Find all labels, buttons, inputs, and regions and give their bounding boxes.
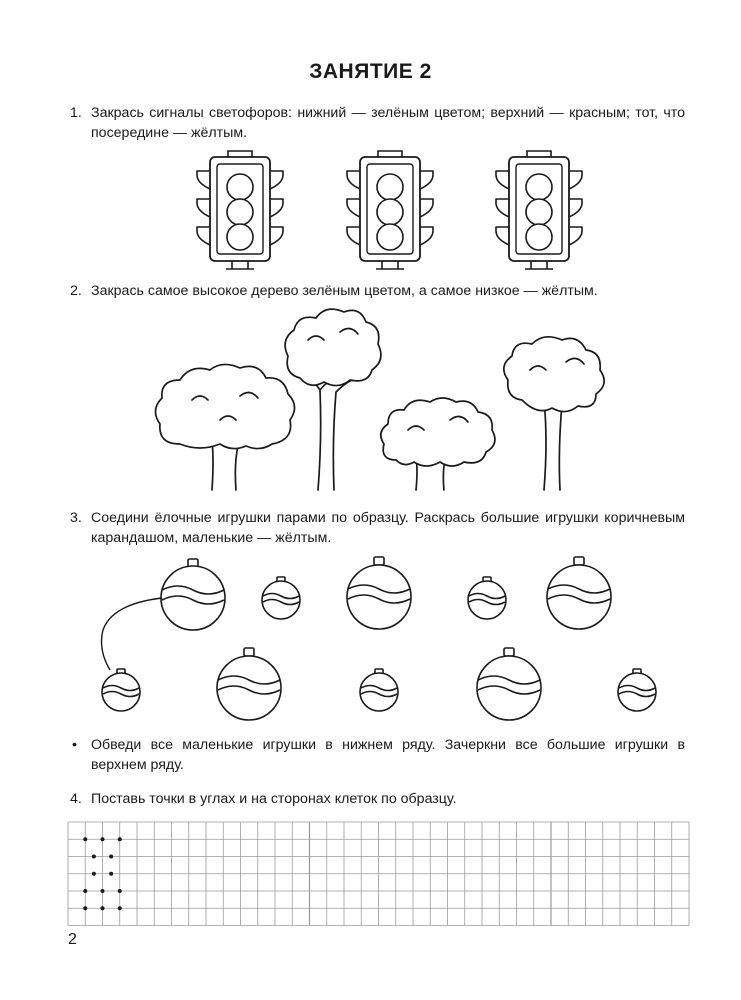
- sample-dot: [92, 855, 96, 859]
- traffic-light: [197, 151, 283, 269]
- sample-connection-line: [102, 598, 162, 670]
- task-number: 2.: [70, 283, 82, 299]
- task-number: 3.: [70, 510, 82, 526]
- traffic-light: [347, 151, 433, 269]
- ornament-large: [161, 559, 225, 630]
- ornament-small: [468, 577, 506, 619]
- ornament-large: [217, 648, 281, 720]
- task-text: Соедини ёлочные игрушки парами по образцу. Раскрась большие игрушки коричневым карандашом, маленькие — жёлтым.: [91, 510, 685, 546]
- ornament-small: [262, 577, 300, 619]
- sample-dot: [109, 872, 113, 876]
- task-text: Закрась сигналы светофоров: нижний — зелёным цветом; верхний — красным; тот, что посередине — жёлтым.: [91, 105, 685, 141]
- tree: [285, 309, 381, 490]
- tree: [155, 364, 294, 490]
- page-number: 2: [68, 931, 77, 948]
- sample-dot: [101, 889, 105, 893]
- sample-dot: [101, 837, 105, 841]
- sample-dot: [83, 889, 87, 893]
- task-number: 4.: [70, 791, 82, 807]
- sample-dot: [118, 837, 122, 841]
- sample-dot: [101, 906, 105, 910]
- sample-dot: [83, 837, 87, 841]
- sample-dot: [92, 872, 96, 876]
- tree: [381, 398, 495, 490]
- task-text: Закрась самое высокое дерево зелёным цветом, а самое низкое — жёлтым.: [91, 283, 598, 299]
- task-number: 1.: [70, 105, 82, 121]
- ornament-large: [477, 648, 541, 720]
- traffic-light: [496, 151, 582, 269]
- ornament-large: [547, 557, 611, 629]
- task-text: Поставь точки в углах и на сторонах клеток по образцу.: [91, 791, 457, 807]
- ornament-large: [347, 557, 411, 629]
- dot-grid: [68, 822, 689, 926]
- bullet-icon: •: [72, 737, 77, 753]
- sample-dot: [83, 906, 87, 910]
- sample-dot: [118, 889, 122, 893]
- ornament-small: [618, 669, 656, 711]
- ornament-small: [102, 669, 140, 711]
- task-text: Обведи все маленькие игрушки в нижнем ряду. Зачеркни все большие игрушки в верхнем ряду.: [91, 737, 685, 773]
- sample-dot: [109, 855, 113, 859]
- lesson-title: ЗАНЯТИЕ 2: [309, 60, 432, 83]
- tree: [504, 337, 604, 490]
- sample-dot: [118, 906, 122, 910]
- ornament-small: [360, 669, 398, 711]
